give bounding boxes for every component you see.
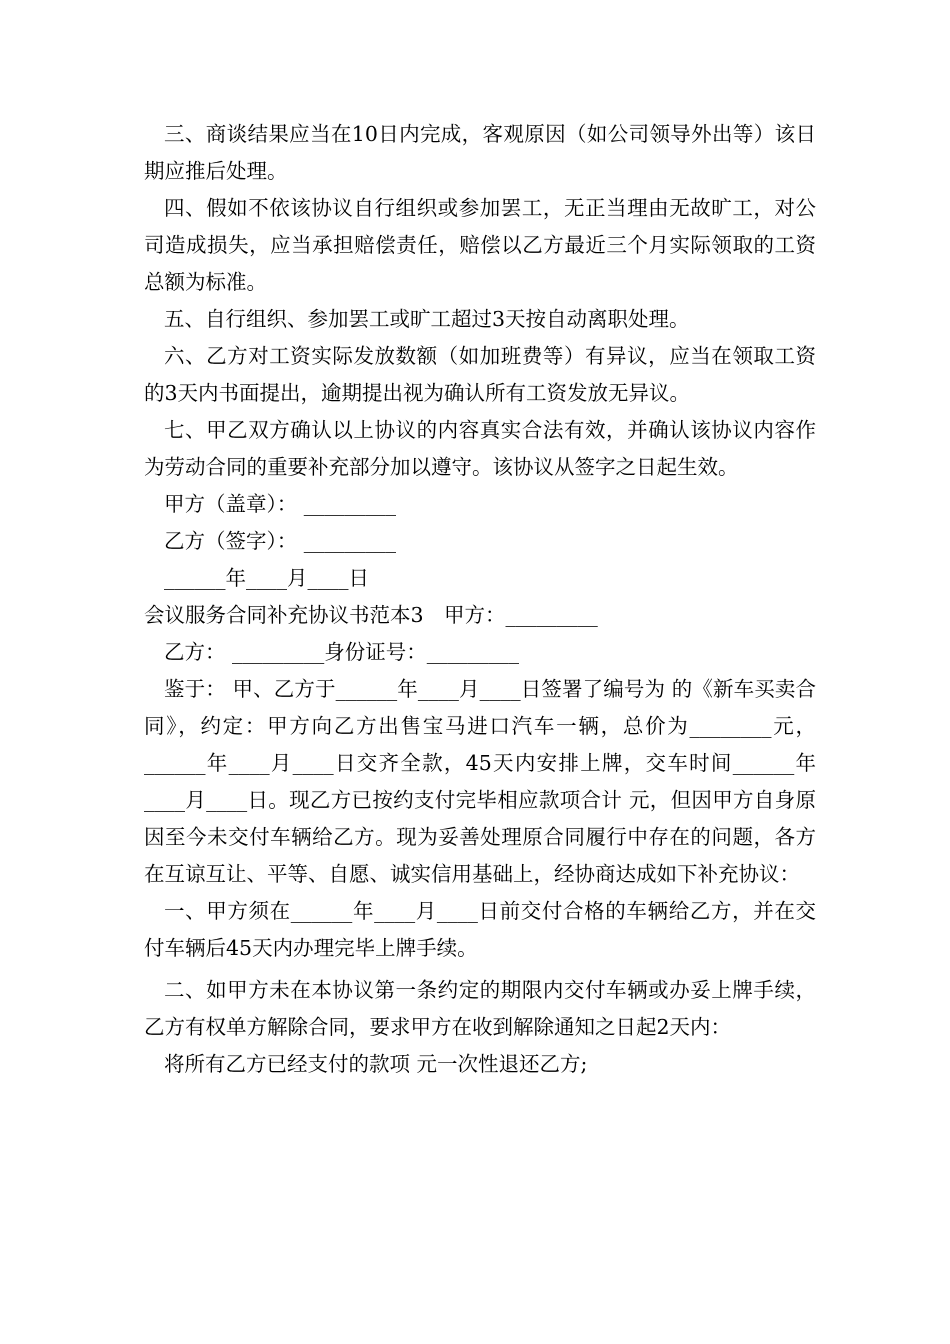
clause-5-paragraph: 五、自行组织、参加罢工或旷工超过3天按自动离职处理。: [164, 307, 690, 331]
supplement-clause-1: 一、甲方须在______年____月____日前交付合格的车辆给乙方，并在交付车辆后45天内办理完毕上牌手续。: [144, 899, 816, 960]
clause-4-paragraph: 四、假如不依该协议自行组织或参加罢工，无正当理由无故旷工，对公司造成损失，应当承担赔偿责任，赔偿以乙方最近三个月实际领取的工资总额为标准。: [144, 196, 816, 294]
clause-6-paragraph: 六、乙方对工资实际发放数额（如加班费等）有异议，应当在领取工资的3天内书面提出，逾期提出视为确认所有工资发放无异议。: [144, 344, 816, 405]
recital-paragraph: 鉴于： 甲、乙方于______年____月____日签署了编号为 的《新车买卖合同》，约定：甲方向乙方出售宝马进口汽车一辆，总价为________元，______年____月____日交齐全款，45天内安排上牌，交车时间______年____月____日。现乙方已按约支付完毕相应款项合计 元，但因甲方自身原因至今未交付车辆给乙方。现为妥善处理原合同履行中存在的问题，各方在互谅互让、平等、自愿、诚实信用基础上，经协商达成如下补充协议：: [144, 677, 816, 886]
refund-item: 将所有乙方已经支付的款项 元一次性退还乙方;: [164, 1052, 588, 1076]
clause-3-paragraph: 三、商谈结果应当在10日内完成，客观原因（如公司领导外出等）该日期应推后处理。: [144, 122, 816, 183]
document-body: [144, 116, 816, 1083]
supplement-clause-2: 二、如甲方未在本协议第一条约定的期限内交付车辆或办妥上牌手续，乙方有权单方解除合同，要求甲方在收到解除通知之日起2天内：: [144, 978, 816, 1039]
party-b-signature-line: 乙方（签字）： _________: [164, 529, 397, 553]
party-b-id-line: 乙方： _________身份证号：_________: [164, 640, 520, 664]
clause-7-paragraph: 七、甲乙双方确认以上协议的内容真实合法有效，并确认该协议内容作为劳动合同的重要补充部分加以遵守。该协议从签字之日起生效。: [144, 418, 816, 479]
sample-3-title: 会议服务合同补充协议书范本3 甲方：_________: [144, 603, 598, 627]
party-a-seal-line: 甲方（盖章）： _________: [164, 492, 397, 516]
date-line: ______年____月____日: [164, 566, 369, 590]
